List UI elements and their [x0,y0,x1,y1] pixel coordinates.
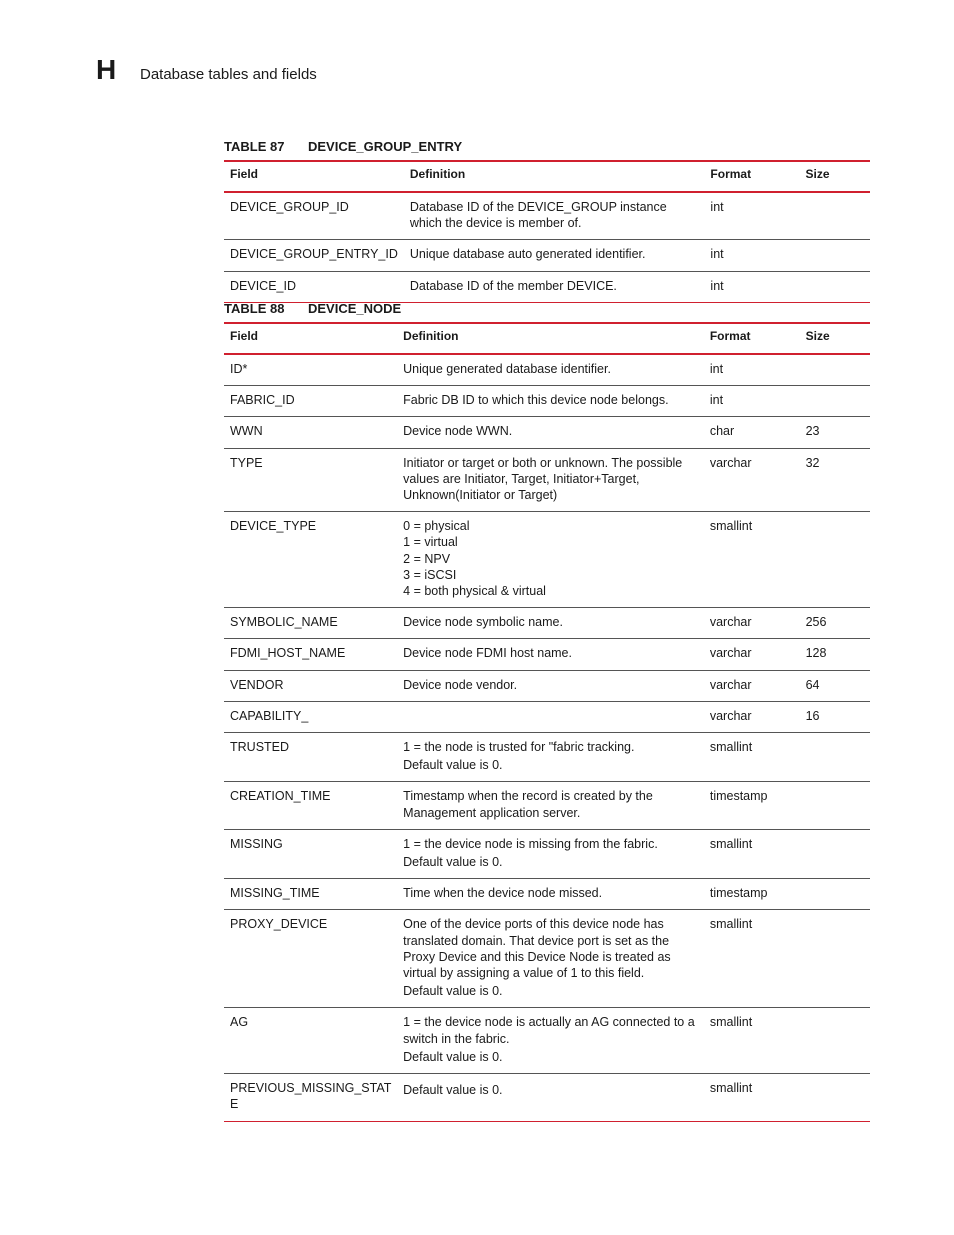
definition-cell [397,1008,704,1074]
table-row [224,701,870,732]
format-cell: int [710,200,724,214]
format-cell: smallint [709,836,753,851]
definition-cell [397,512,704,608]
table-row [224,512,870,608]
definition-cell [404,240,705,271]
size-cell [800,829,870,878]
size-cell [800,1008,870,1074]
definition-cell [397,417,704,448]
field-cell: PROXY_DEVICE [230,917,328,932]
table-row [224,639,870,670]
field-cell: WWN [230,424,263,439]
table-row [224,879,870,910]
device-node-table [224,322,870,1122]
table-88-caption [224,301,401,316]
definition-line: 1 = the device node is actually an AG connected to a switch in the fabric. [403,1015,695,1046]
size-cell: 128 [805,646,827,661]
format-cell: int [710,278,724,293]
table-87-number: TABLE 87 [224,139,285,154]
definition-line: 1 = the node is trusted for "fabric tracking. [403,740,635,755]
definition-line: 1 = virtual [403,535,458,550]
definition-cell [397,829,704,878]
definition-line: 0 = physical [403,519,470,534]
size-cell: 23 [805,424,820,439]
definition-line: Device node vendor. [403,677,518,692]
definition-line: Initiator or target or both or unknown. The possible values are Initiator, Target, Initiator+Target, Unknown(Initiator or Target) [403,455,683,503]
definition-cell [397,670,704,701]
column-header: Size [805,167,830,181]
table-row [224,1008,870,1074]
size-cell [800,271,870,302]
definition-line: Fabric DB ID to which this device node belongs. [403,393,669,408]
table-87-caption [224,139,462,154]
definition-cell [397,1074,704,1121]
field-cell: ID* [230,362,248,376]
format-cell: varchar [709,677,752,692]
definition-cell [397,448,704,512]
definition-line: Timestamp when the record is created by the Management application server. [403,789,653,820]
definition-cell [404,192,705,240]
column-header: Definition [403,329,459,343]
size-cell [800,1074,870,1121]
format-cell: smallint [709,917,753,932]
definition-line: Device node symbolic name. [403,615,563,630]
table-row [224,386,870,417]
format-cell: smallint [709,1015,753,1030]
size-cell [800,879,870,910]
format-cell: smallint [709,1081,753,1096]
definition-cell [397,639,704,670]
field-cell: TRUSTED [230,740,290,755]
column-header: Format [710,167,752,181]
definition-line: 3 = iSCSI [403,567,457,582]
definition-line: Default value is 0. [403,855,503,870]
size-cell [800,240,870,271]
table-row [224,192,870,240]
size-cell [800,782,870,829]
field-cell: DEVICE_GROUP_ID [230,200,349,214]
table-row [224,417,870,448]
size-cell: 32 [805,455,820,470]
definition-cell [397,354,704,386]
table-row [224,670,870,701]
field-cell: CAPABILITY_ [230,708,309,723]
field-cell: VENDOR [230,677,284,692]
table-header-row [224,161,870,192]
field-cell: CREATION_TIME [230,789,331,804]
format-cell: varchar [709,708,752,723]
format-cell: int [710,247,724,262]
format-cell: smallint [709,740,753,755]
definition-line: Unique generated database identifier. [403,362,611,376]
table-row [224,354,870,386]
table-88-name: DEVICE_NODE [308,301,402,316]
field-cell: SYMBOLIC_NAME [230,615,338,630]
format-cell: timestamp [709,789,768,804]
chapter-letter: H [96,54,117,85]
definition-cell [397,910,704,1008]
device-group-entry-table [224,160,870,303]
field-cell: FDMI_HOST_NAME [230,646,346,661]
field-cell: MISSING_TIME [230,886,320,901]
field-cell: DEVICE_ID [230,278,296,293]
format-cell: int [709,362,724,376]
size-cell [800,354,870,386]
definition-line: Default value is 0. [403,758,503,773]
definition-line: 2 = NPV [403,551,451,566]
definition-line: Unique database auto generated identifier. [409,247,646,262]
size-cell [800,192,870,240]
definition-cell [404,271,705,302]
page-header-title: Database tables and fields [140,66,317,83]
table-87-name: DEVICE_GROUP_ENTRY [308,139,463,154]
table-row [224,829,870,878]
definition-cell [397,733,704,782]
table-header-row [224,323,870,354]
definition-line: Device node WWN. [403,424,513,439]
table-88-number: TABLE 88 [224,301,285,316]
field-cell: DEVICE_GROUP_ENTRY_ID [230,247,398,262]
format-cell: timestamp [709,886,768,901]
table-row [224,782,870,829]
table-row [224,448,870,512]
table-row [224,240,870,271]
field-cell: FABRIC_ID [230,393,295,408]
column-header: Field [230,167,259,181]
size-cell [800,910,870,1008]
definition-line: Default value is 0. [403,984,503,999]
definition-cell [397,782,704,829]
size-cell: 256 [805,615,827,630]
table-row [224,910,870,1008]
size-cell [800,386,870,417]
definition-line: 1 = the device node is missing from the fabric. [403,836,658,851]
field-cell: DEVICE_TYPE [230,519,317,534]
definition-cell [397,608,704,639]
table-row [224,608,870,639]
definition-line: Default value is 0. [403,1083,503,1098]
format-cell: smallint [709,519,753,534]
field-cell: TYPE [230,455,263,470]
format-cell: varchar [709,455,752,470]
definition-cell [397,701,704,732]
column-header: Definition [409,167,466,181]
size-cell: 64 [805,677,820,692]
table-row [224,1074,870,1121]
column-header: Field [230,329,259,343]
definition-line: Device node FDMI host name. [403,646,572,661]
field-cell: AG [230,1015,249,1030]
format-cell: char [709,424,735,439]
definition-line: Database ID of the member DEVICE. [409,278,617,293]
table-row [224,271,870,302]
definition-line: Default value is 0. [403,1049,503,1064]
field-cell: MISSING [230,836,283,851]
size-cell: 16 [805,708,820,723]
size-cell [800,733,870,782]
size-cell [800,512,870,608]
definition-cell [397,879,704,910]
definition-line: 4 = both physical & virtual [403,584,546,599]
format-cell: int [709,393,724,408]
column-header: Size [805,329,830,343]
field-cell: PREVIOUS_MISSING_STAT E [230,1081,392,1112]
column-header: Format [709,329,751,343]
definition-line: One of the device ports of this device node has translated domain. That device port is set as the Proxy Device and this Device Node is treated as virtual by assigning a value of 1 to this field. [403,917,671,981]
format-cell: varchar [709,615,752,630]
definition-line: Time when the device node missed. [403,886,603,901]
table-row [224,733,870,782]
format-cell: varchar [709,646,752,661]
definition-cell [397,386,704,417]
definition-line: Database ID of the DEVICE_GROUP instance which the device is member of. [409,200,667,231]
